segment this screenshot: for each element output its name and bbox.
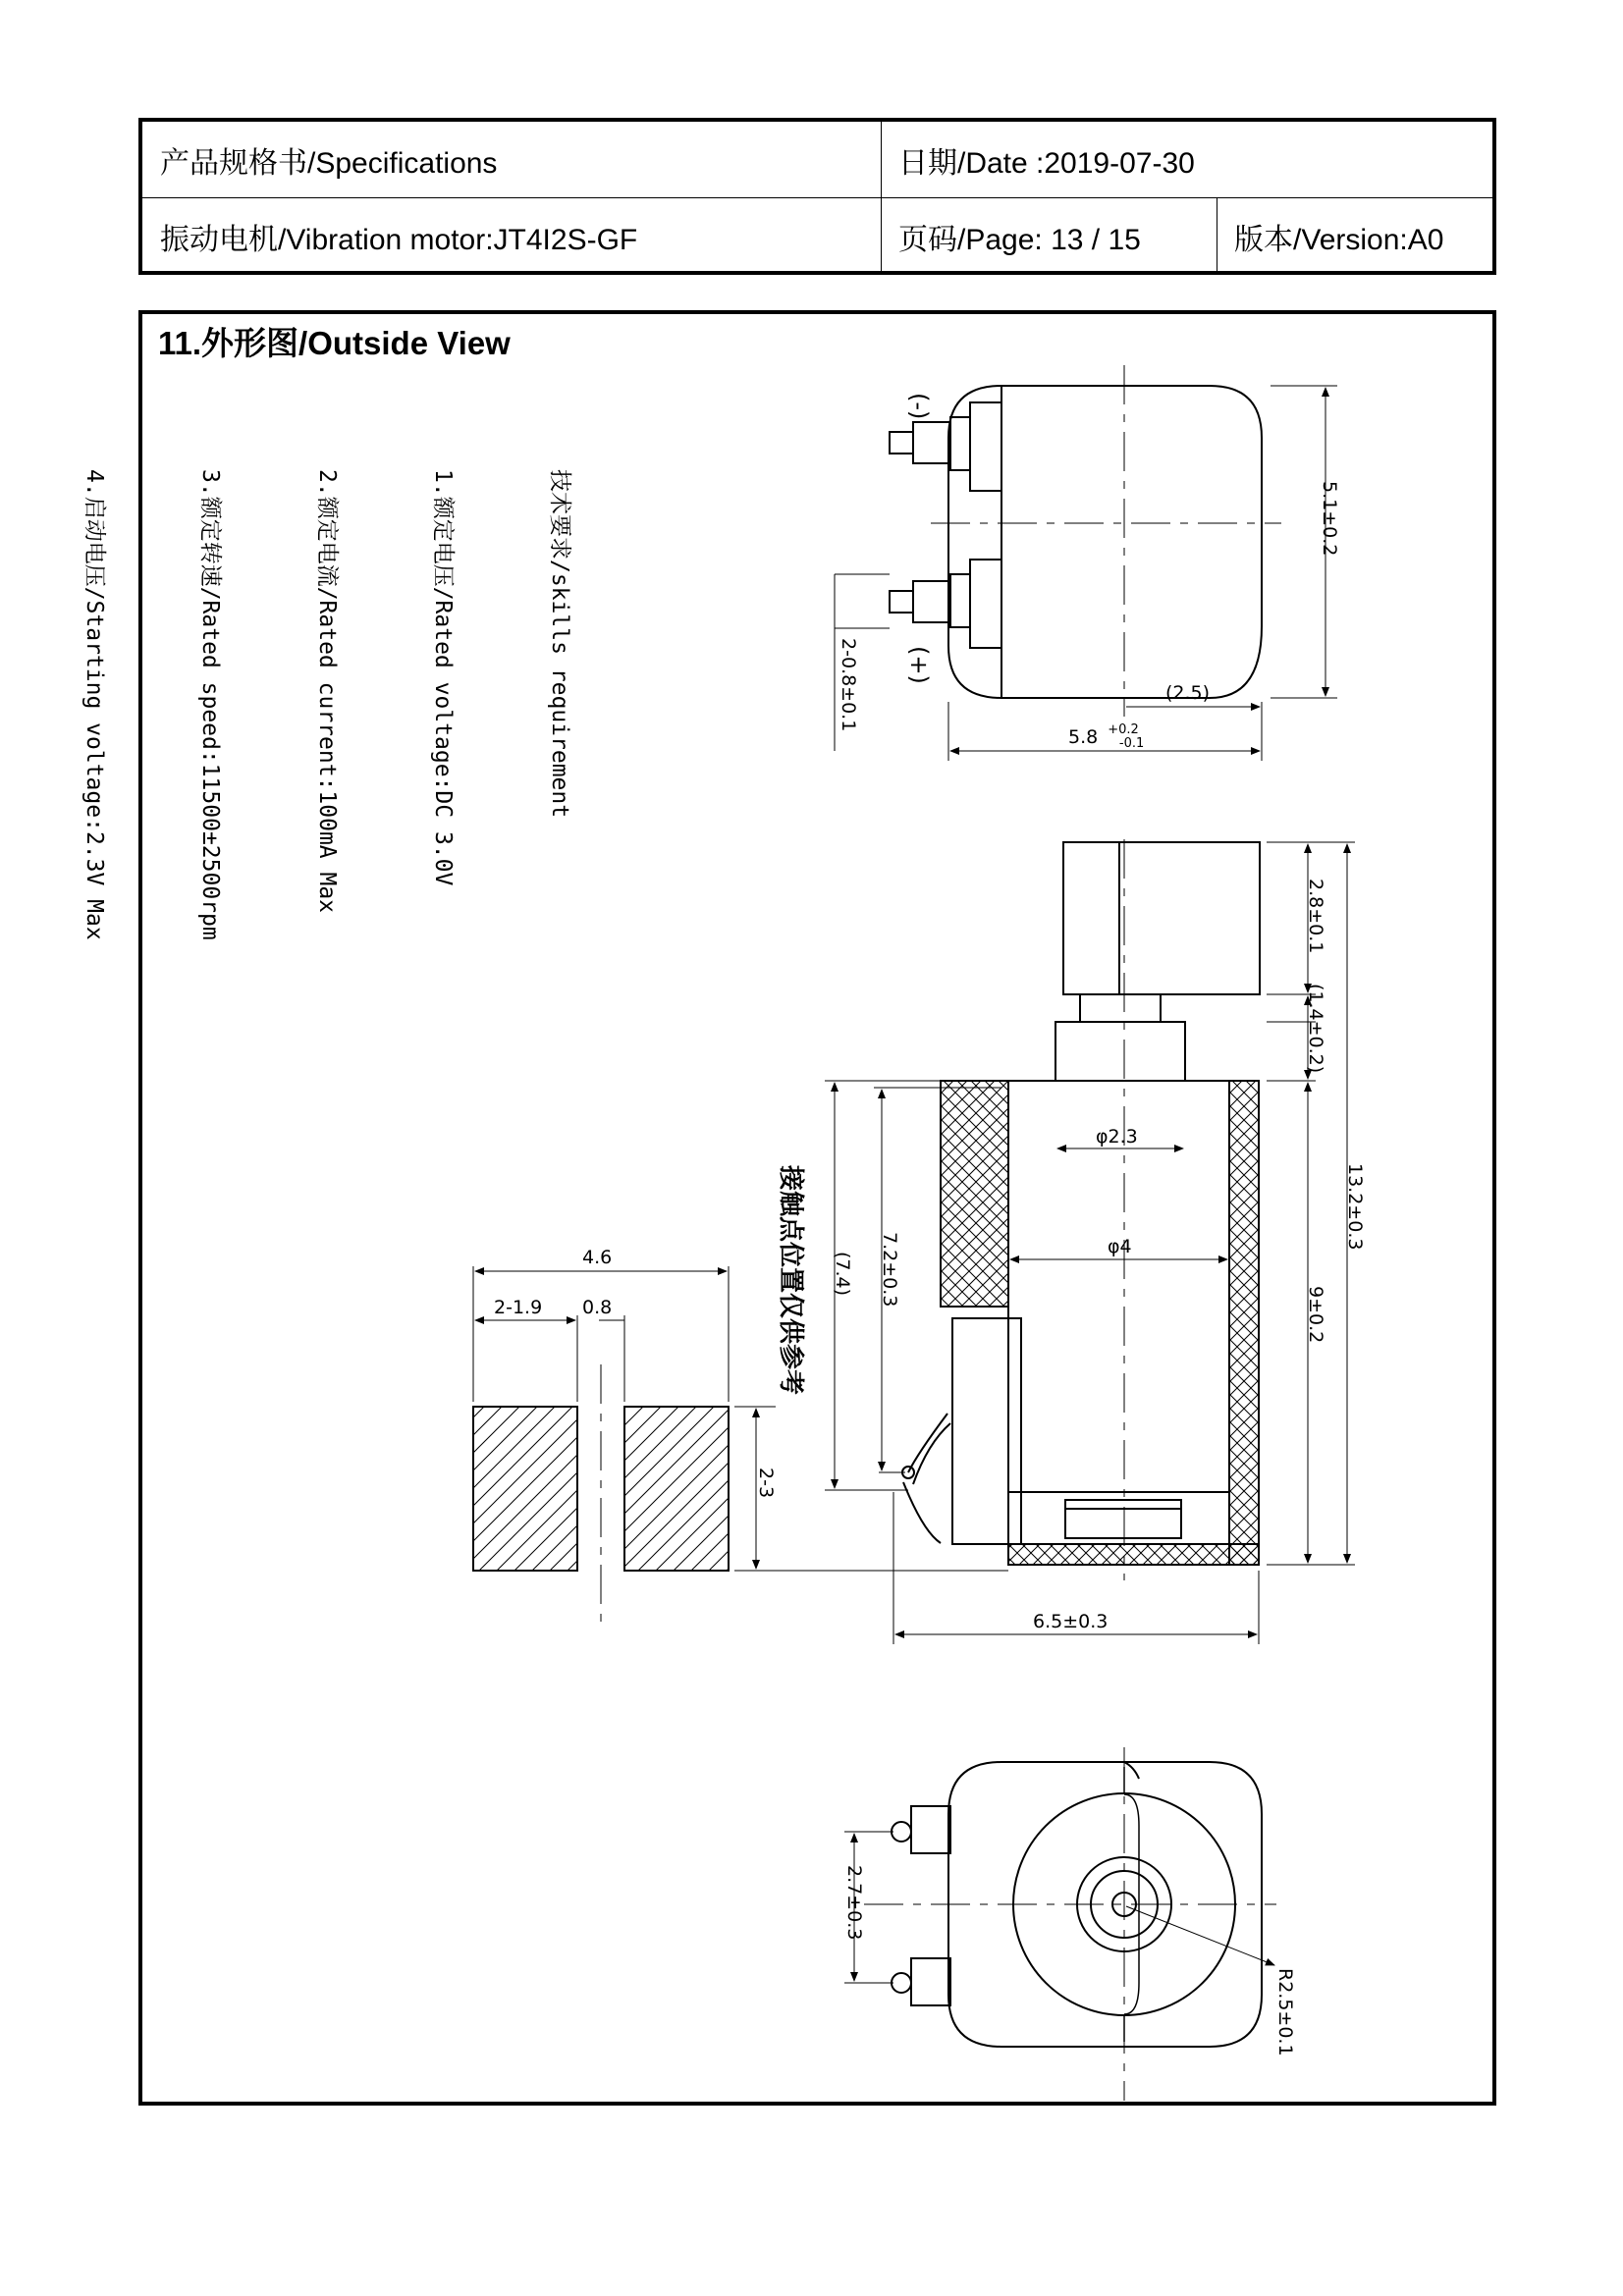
body-length-dim: 9±0.2 [1305, 1286, 1326, 1344]
width-dim-base: 5.8 [1068, 726, 1099, 748]
offset-dim: (2.5) [1165, 682, 1211, 704]
date-field: 日期/Date :2019-07-30 [898, 146, 1195, 180]
contact-ref-dim: (7.4) [832, 1252, 853, 1297]
pad-width-dim: 2-1.9 [494, 1297, 543, 1318]
top-view [835, 365, 1337, 761]
width-dim-tol-lower: -0.1 [1118, 736, 1145, 751]
gap-dim: (1.4±0.2) [1305, 984, 1326, 1074]
bottom-view [844, 1747, 1276, 2101]
spec-title: 产品规格书/Specifications [160, 146, 498, 180]
terminal-pitch-dim: 2.7±0.3 [843, 1865, 865, 1941]
pad-view [473, 1266, 1008, 1629]
version-field: 版本/Version:A0 [1234, 223, 1444, 256]
requirement-item: 2.额定电流/Rated current:100mA Max [314, 469, 340, 914]
requirement-item: 1.额定电压/Rated voltage:DC 3.0V [430, 469, 457, 886]
plus-terminal-label: (+) [905, 646, 933, 684]
terminal-width-dim: 2-0.8±0.1 [838, 638, 859, 732]
side-view [825, 839, 1355, 1644]
pad-total-dim: 4.6 [582, 1247, 613, 1268]
width-dim [1068, 717, 1145, 751]
top-height-dim: 5.1±0.2 [1319, 481, 1340, 557]
requirement-item: 4.启动电压/Starting voltage:2.3V Max [81, 469, 107, 940]
large-diameter-dim: φ4 [1108, 1236, 1132, 1257]
requirement-item: 3.额定转速/Rated speed:11500±2500rpm [197, 469, 224, 940]
contact-dim: 7.2±0.3 [879, 1232, 900, 1308]
product-name: 振动电机/Vibration motor:JT4I2S-GF [160, 223, 638, 256]
page-number: 页码/Page: 13 / 15 [898, 223, 1141, 256]
radius-dim: R2.5±0.1 [1274, 1968, 1296, 2056]
minus-terminal-label: (-) [905, 393, 933, 420]
total-length-dim: 13.2±0.3 [1344, 1163, 1366, 1251]
cap-height-dim: 2.8±0.1 [1305, 879, 1326, 954]
requirements-heading: 技术要求/skills requirement [547, 469, 572, 819]
base-width-dim: 6.5±0.3 [1033, 1611, 1109, 1632]
section-title: 11.外形图/Outside View [158, 325, 511, 361]
small-diameter-dim: φ2.3 [1096, 1126, 1138, 1148]
pad-gap-dim: 0.8 [582, 1297, 613, 1318]
width-dim-tol-upper: +0.2 [1108, 722, 1139, 737]
contact-position-note: 接触点位置仅供参考 [776, 1165, 805, 1396]
pad-height-dim: 2-3 [755, 1468, 777, 1499]
